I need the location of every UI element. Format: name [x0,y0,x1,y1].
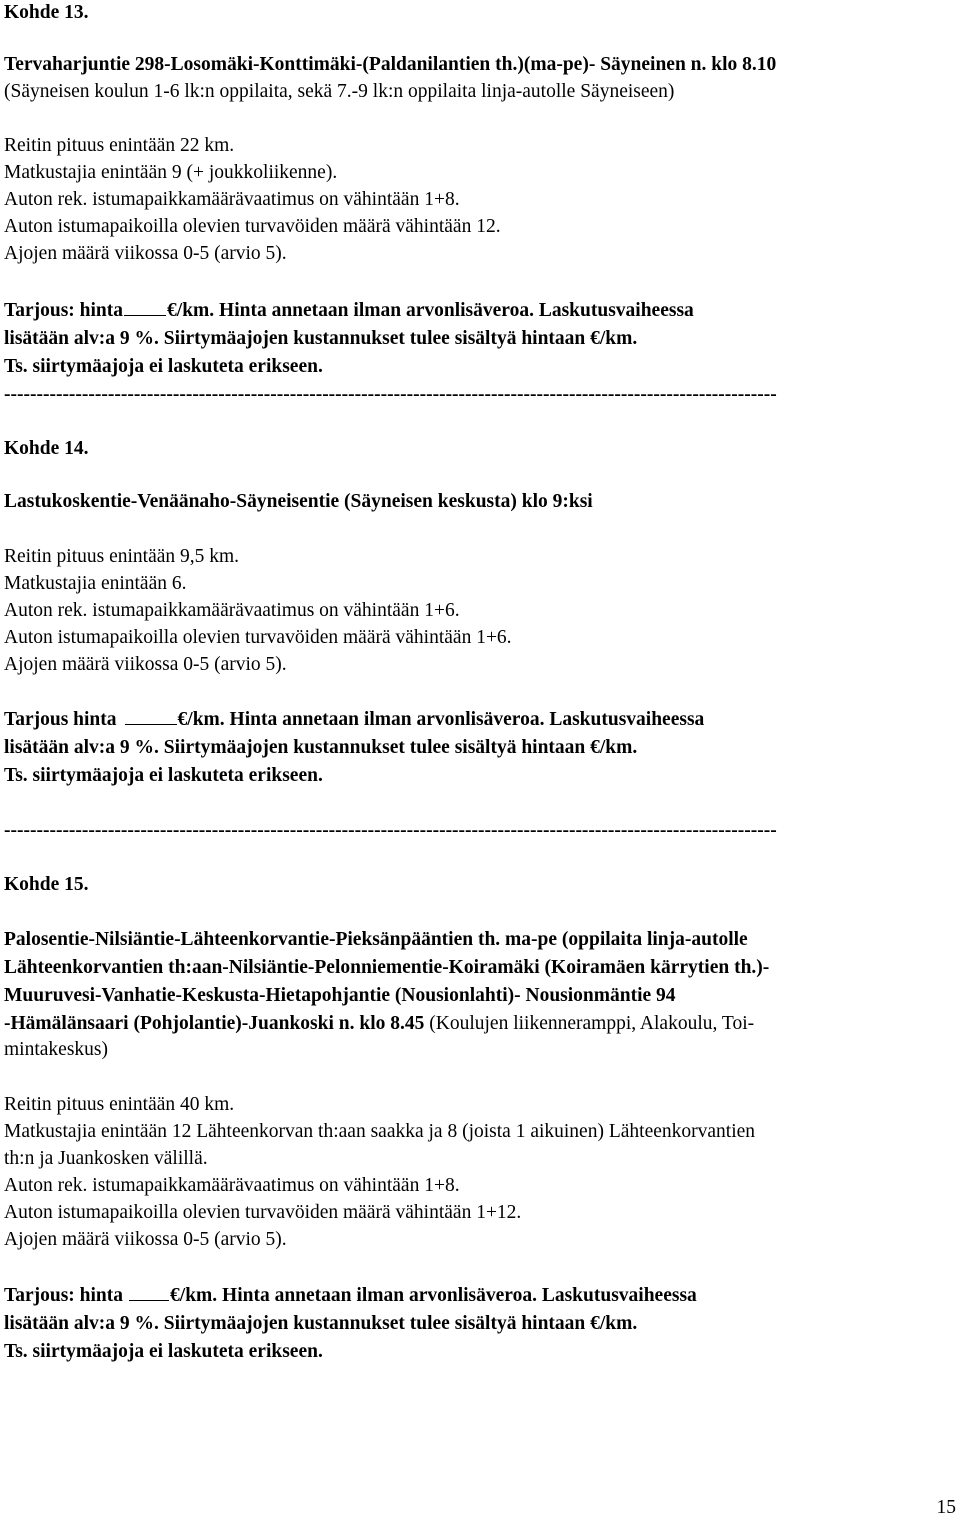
kohde-15-title: Kohde 15. [4,874,89,895]
kohde-14-offer-line-2: lisätään alv:a 9 %. Siirtymäajojen kustannukset tulee sisältyä hintaan €/km. [4,737,638,758]
kohde-15-route-4-normal: (Koulujen liikenneramppi, Alakoulu, Toi- [424,1013,755,1034]
kohde-14-offer-line-1 [4,707,704,733]
kohde-15-route-5: mintakeskus) [4,1039,108,1060]
kohde-15-route-1: Palosentie-Nilsiäntie-Lähteenkorvantie-Pieksänpääntien th. ma-pe (oppilaita linja-autolle [4,929,748,950]
kohde-15-price-blank [129,1283,169,1301]
kohde-15-passengers-2: th:n ja Juankosken välillä. [4,1148,208,1169]
kohde-15-length: Reitin pituus enintään 40 km. [4,1094,235,1115]
kohde-15-route-3: Muuruvesi-Vanhatie-Keskusta-Hietapohjantie (Nousionlahti)- Nousionmäntie 94 [4,985,676,1006]
kohde-14-trips: Ajojen määrä viikossa 0-5 (arvio 5). [4,654,287,675]
kohde-15-passengers-1: Matkustajia enintään 12 Lähteenkorvan th:aan saakka ja 8 (joista 1 aikuinen) Lähteenkorvantien [4,1121,756,1142]
kohde-14-passengers: Matkustajia enintään 6. [4,573,187,594]
kohde-13-route-1: Tervaharjuntie 298-Losomäki-Konttimäki-(Paldanilantien th.)(ma-pe)- Säyneinen n. klo 8.10 [4,54,777,75]
kohde-15-seats: Auton rek. istumapaikkamäärävaatimus on vähintään 1+8. [4,1175,460,1196]
kohde-15-offer-label: Tarjous: hinta [4,1285,124,1306]
page-number: 15 [936,1497,956,1518]
kohde-14-seatbelts: Auton istumapaikoilla olevien turvavöiden määrä vähintään 1+6. [4,627,512,648]
kohde-13-offer-line-3: Ts. siirtymäajoja ei laskuteta erikseen. [4,356,323,377]
kohde-14-offer-text: €/km. Hinta annetaan ilman arvonlisäveroa. Laskutusvaiheessa [177,709,705,730]
kohde-13-passengers: Matkustajia enintään 9 (+ joukkoliikenne). [4,162,338,183]
kohde-15-route-4 [4,1011,754,1037]
kohde-15-route-2: Lähteenkorvantien th:aan-Nilsiäntie-Pelonniementie-Koiramäki (Koiramäen kärrytien th.)- [4,957,770,978]
kohde-15-route-4-bold: -Hämälänsaari (Pohjolantie)-Juankoski n. klo 8.45 [4,1013,425,1034]
divider-2: ----------------------------------------------------------------------------------------------------------------------- [4,820,777,841]
kohde-14-route: Lastukoskentie-Venäänaho-Säyneisentie (Säyneisen keskusta) klo 9:ksi [4,491,593,512]
kohde-14-price-blank [125,707,177,725]
kohde-15-offer-text: €/km. Hinta annetaan ilman arvonlisäveroa. Laskutusvaiheessa [170,1285,697,1306]
kohde-13-offer-line-2: lisätään alv:a 9 %. Siirtymäajojen kustannukset tulee sisältyä hintaan €/km. [4,328,638,349]
kohde-13-offer-label: Tarjous: hinta [4,300,124,321]
kohde-14-length: Reitin pituus enintään 9,5 km. [4,546,240,567]
kohde-13-route-2: (Säyneisen koulun 1-6 lk:n oppilaita, sekä 7.-9 lk:n oppilaita linja-autolle Säyneiseen) [4,81,675,102]
kohde-15-trips: Ajojen määrä viikossa 0-5 (arvio 5). [4,1229,287,1250]
kohde-13-seatbelts: Auton istumapaikoilla olevien turvavöiden määrä vähintään 12. [4,216,501,237]
kohde-13-price-blank [124,298,166,316]
kohde-14-title: Kohde 14. [4,438,89,459]
divider-1: ----------------------------------------------------------------------------------------------------------------------- [4,384,777,405]
kohde-13-seats: Auton rek. istumapaikkamäärävaatimus on vähintään 1+8. [4,189,460,210]
kohde-15-offer-line-2: lisätään alv:a 9 %. Siirtymäajojen kustannukset tulee sisältyä hintaan €/km. [4,1313,638,1334]
kohde-13-offer-line-1 [4,298,694,324]
kohde-14-offer-label: Tarjous hinta [4,709,117,730]
kohde-13-trips: Ajojen määrä viikossa 0-5 (arvio 5). [4,243,287,264]
kohde-15-seatbelts: Auton istumapaikoilla olevien turvavöiden määrä vähintään 1+12. [4,1202,522,1223]
kohde-13-offer-text: €/km. Hinta annetaan ilman arvonlisäveroa. Laskutusvaiheessa [167,300,694,321]
kohde-13-length: Reitin pituus enintään 22 km. [4,135,235,156]
kohde-14-offer-line-3: Ts. siirtymäajoja ei laskuteta erikseen. [4,765,323,786]
kohde-15-offer-line-3: Ts. siirtymäajoja ei laskuteta erikseen. [4,1341,323,1362]
kohde-15-offer-line-1 [4,1283,697,1309]
kohde-13-title: Kohde 13. [4,2,89,23]
kohde-14-seats: Auton rek. istumapaikkamäärävaatimus on vähintään 1+6. [4,600,460,621]
